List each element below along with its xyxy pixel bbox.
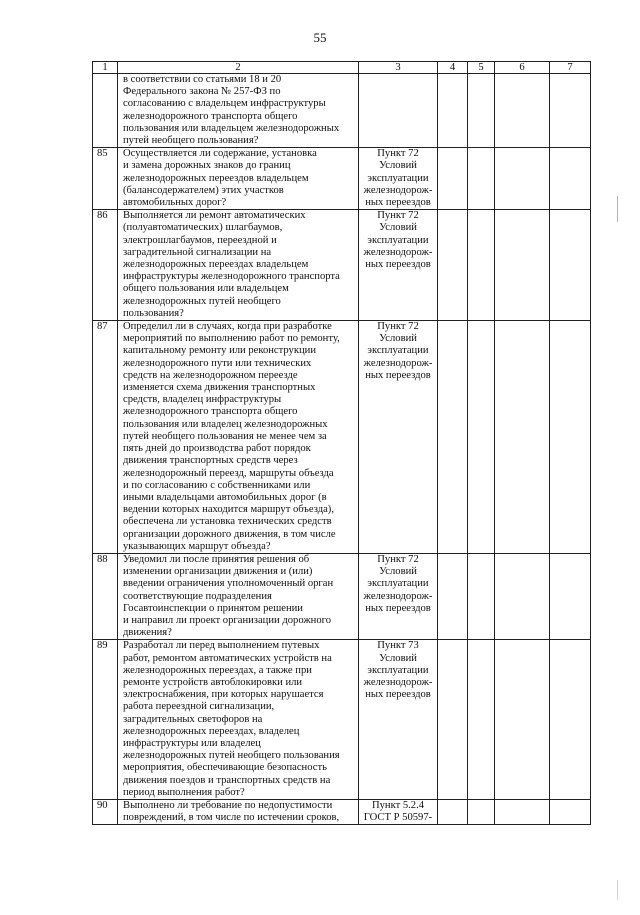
inspection-checklist-table	[92, 61, 591, 825]
answer-cell	[495, 74, 550, 148]
question-text: Определил ли в случаях, когда при разработке мероприятий по выполнению работ по ремонту, капитальному ремонту или реконструкции железнодорожного пути или технических средств на железнодорожном переезде изменяется схема движения транспортных средств, владелец инфраструктуры железнодорожного транспорта общего пользования или владелец железнодорожных путей необщего пользования не менее чем за пять дней до производства работ порядок движения транспортных средств через железнодорожный переезд, маршруты объезда и по согласованию с собственниками или иными владельцами автомобильных дорог (в ведении которых находится маршрут объезда), обеспечена ли установка технических средств организации дорожного движения, в том числе указывающих маршрут объезда?	[118, 321, 359, 554]
answer-cell	[550, 74, 591, 148]
answer-cell	[468, 210, 495, 321]
legal-reference: Пункт 5.2.4 ГОСТ Р 50597-	[359, 799, 438, 824]
question-text: Выполнено ли требование по недопустимости повреждений, в том числе по истечении сроков,	[118, 799, 359, 824]
answer-cell	[550, 799, 591, 824]
column-header-1: 1	[93, 62, 118, 74]
answer-cell	[438, 210, 468, 321]
item-number	[93, 74, 118, 148]
answer-cell	[550, 640, 591, 800]
legal-reference: Пункт 72 Условий эксплуатации железнодорож- ных переездов	[359, 210, 438, 321]
answer-cell	[495, 553, 550, 639]
answer-cell	[438, 640, 468, 800]
table-row	[93, 640, 591, 800]
answer-cell	[495, 210, 550, 321]
item-number: 90	[93, 799, 118, 824]
item-number: 89	[93, 640, 118, 800]
table-row	[93, 148, 591, 210]
answer-cell	[438, 321, 468, 554]
column-header-6: 6	[495, 62, 550, 74]
answer-cell	[550, 553, 591, 639]
answer-cell	[550, 321, 591, 554]
table-row	[93, 74, 591, 148]
item-number: 87	[93, 321, 118, 554]
answer-cell	[438, 148, 468, 210]
answer-cell	[495, 799, 550, 824]
legal-reference	[359, 74, 438, 148]
answer-cell	[550, 148, 591, 210]
answer-cell	[468, 148, 495, 210]
page-number: 55	[313, 30, 327, 45]
column-header-row	[93, 62, 591, 74]
answer-cell	[495, 640, 550, 800]
legal-reference: Пункт 72 Условий эксплуатации железнодорож- ных переездов	[359, 321, 438, 554]
answer-cell	[550, 210, 591, 321]
column-header-2: 2	[118, 62, 359, 74]
scan-edge-line	[617, 196, 618, 222]
question-text: Осуществляется ли содержание, установка и замена дорожных знаков до границ железнодорожных переездов владельцем (балансодержателем) этих участков автомобильных дорог?	[118, 148, 359, 210]
answer-cell	[468, 553, 495, 639]
answer-cell	[468, 74, 495, 148]
answer-cell	[495, 148, 550, 210]
table-row	[93, 799, 591, 824]
column-header-7: 7	[550, 62, 591, 74]
legal-reference: Пункт 72 Условий эксплуатации железнодорож- ных переездов	[359, 148, 438, 210]
answer-cell	[438, 799, 468, 824]
answer-cell	[495, 321, 550, 554]
legal-reference: Пункт 73 Условий эксплуатации железнодорож- ных переездов	[359, 640, 438, 800]
column-header-4: 4	[438, 62, 468, 74]
table-row	[93, 210, 591, 321]
item-number: 85	[93, 148, 118, 210]
question-text: в соответствии со статьями 18 и 20 Федерального закона № 257-ФЗ по согласованию с владельцем инфраструктуры железнодорожного транспорта общего пользования или владельцем железнодорожных путей необщего пользования?	[118, 74, 359, 148]
answer-cell	[468, 640, 495, 800]
item-number: 86	[93, 210, 118, 321]
answer-cell	[438, 74, 468, 148]
question-text: Выполняется ли ремонт автоматических (полуавтоматических) шлагбаумов, электрошлагбаумов, переездной и заградительной сигнализации на железнодорожных переездах владельцем инфраструктуры железнодорожного транспорта общего пользования или владельцем железнодорожных путей необщего пользования?	[118, 210, 359, 321]
item-number: 88	[93, 553, 118, 639]
table-row	[93, 321, 591, 554]
table-row	[93, 553, 591, 639]
column-header-5: 5	[468, 62, 495, 74]
answer-cell	[438, 553, 468, 639]
question-text: Уведомил ли после принятия решения об изменении организации движения и (или) введении ограничения уполномоченный орган соответствующие подразделения Госавтоинспекции о принятом решении и направил ли проект организации дорожного движения?	[118, 553, 359, 639]
answer-cell	[468, 321, 495, 554]
question-text: Разработал ли перед выполнением путевых работ, ремонтом автоматических устройств на железнодорожных переездах, а также при ремонте устройств автоблокировки или электроснабжения, при которых нарушается работа переездной сигнализации, заградительных светофоров на железнодорожных переездах, владелец инфраструктуры или владелец железнодорожных путей необщего пользования мероприятия, обеспечивающие безопасность движения поездов и транспортных средств на период выполнения работ?	[118, 640, 359, 800]
legal-reference: Пункт 72 Условий эксплуатации железнодорож- ных переездов	[359, 553, 438, 639]
scan-edge-line	[617, 880, 618, 900]
answer-cell	[468, 799, 495, 824]
column-header-3: 3	[359, 62, 438, 74]
